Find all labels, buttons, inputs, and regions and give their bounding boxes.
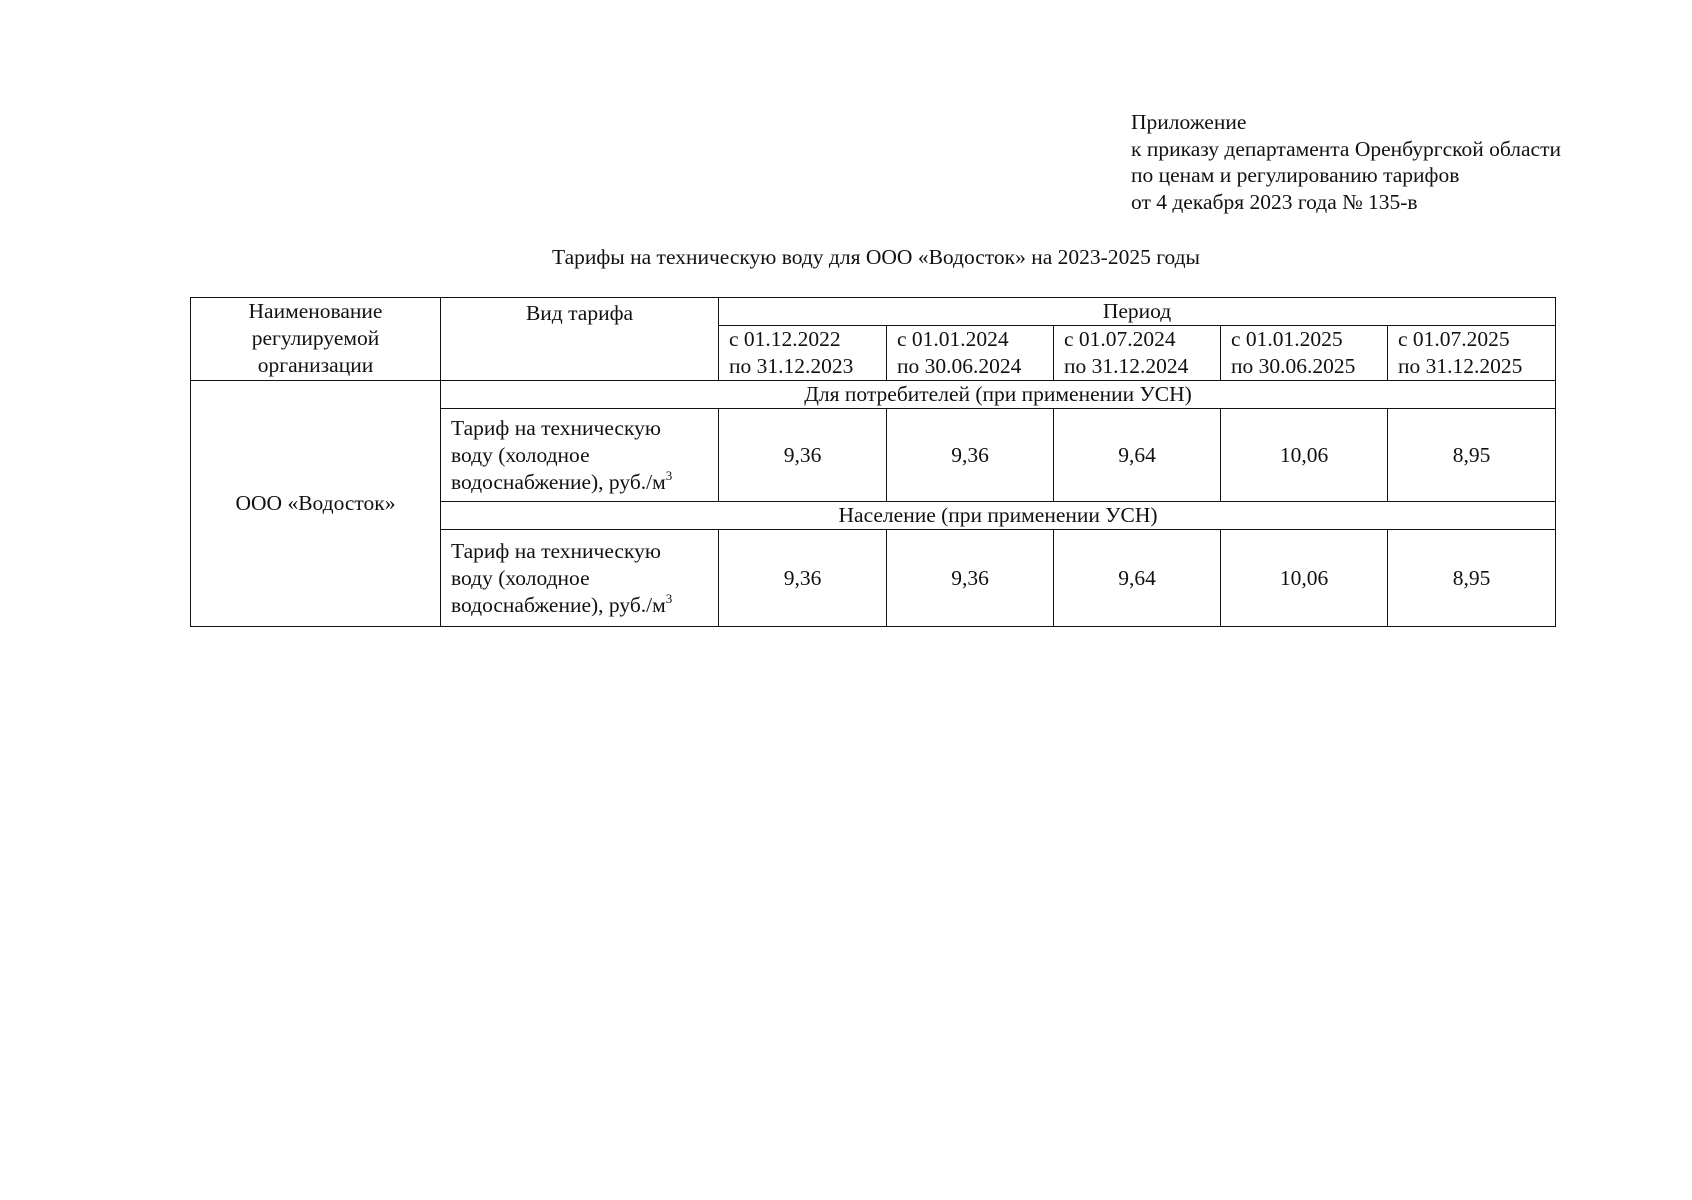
period-to: по 30.06.2025 <box>1231 354 1356 378</box>
period-from: с 01.01.2025 <box>1231 327 1343 351</box>
tariff-value: 10,06 <box>1221 409 1388 502</box>
tariff-value: 9,36 <box>887 409 1054 502</box>
header-period: Период <box>719 298 1556 326</box>
period-cell <box>887 326 1054 381</box>
period-cell <box>1054 326 1221 381</box>
tariff-type-line: воду (холодное <box>451 565 590 590</box>
tariff-type-line: Тариф на техническую <box>451 538 661 563</box>
tariff-value: 9,64 <box>1054 530 1221 627</box>
tariff-value: 10,06 <box>1221 530 1388 627</box>
tariff-value: 9,36 <box>719 530 887 627</box>
annex-line: к приказу департамента Оренбургской области <box>1131 136 1561 161</box>
period-cell <box>1221 326 1388 381</box>
period-to: по 31.12.2023 <box>729 354 854 378</box>
annex-line: от 4 декабря 2023 года № 135-в <box>1131 189 1418 214</box>
document-title: Тарифы на техническую воду для ООО «Водосток» на 2023-2025 годы <box>551 245 1200 269</box>
period-cell <box>1388 326 1556 381</box>
tariff-value: 8,95 <box>1388 530 1556 627</box>
tariff-type-cell <box>441 409 719 502</box>
tariff-value: 9,36 <box>887 530 1054 627</box>
period-to: по 30.06.2024 <box>897 354 1022 378</box>
unit-superscript: 3 <box>665 467 673 483</box>
tariff-type-line <box>451 469 718 496</box>
period-from: с 01.12.2022 <box>729 327 841 351</box>
tariff-value: 9,64 <box>1054 409 1221 502</box>
header-org-line: организации <box>257 353 374 377</box>
header-org-line: регулируемой <box>251 326 380 350</box>
tariff-value: 9,36 <box>719 409 887 502</box>
tariff-type-cell <box>441 530 719 627</box>
period-from: с 01.07.2025 <box>1398 327 1510 351</box>
tariff-type-line: воду (холодное <box>451 442 590 467</box>
header-row <box>191 298 1556 326</box>
tariff-unit: водоснабжение), руб./м <box>451 469 666 494</box>
tariff-type-line: Тариф на техническую <box>451 415 661 440</box>
tariff-type-line <box>451 592 718 619</box>
period-from: с 01.01.2024 <box>897 327 1009 351</box>
section-row <box>191 381 1556 409</box>
tariff-value: 8,95 <box>1388 409 1556 502</box>
period-to: по 31.12.2025 <box>1398 354 1523 378</box>
section-label: Население (при применении УСН) <box>441 502 1556 530</box>
header-org-line: Наименование <box>248 299 383 323</box>
period-from: с 01.07.2024 <box>1064 327 1176 351</box>
period-to: по 31.12.2024 <box>1064 354 1189 378</box>
annex-block <box>1131 109 1561 215</box>
organization-cell: ООО «Водосток» <box>191 381 441 627</box>
unit-superscript: 3 <box>665 590 673 606</box>
section-label: Для потребителей (при применении УСН) <box>441 381 1556 409</box>
header-org-cell <box>191 298 441 381</box>
annex-line: по ценам и регулированию тарифов <box>1131 163 1460 187</box>
tariff-table <box>190 297 1556 627</box>
header-tariff-type: Вид тарифа <box>441 298 719 381</box>
tariff-unit: водоснабжение), руб./м <box>451 592 666 617</box>
period-cell <box>719 326 887 381</box>
annex-line: Приложение <box>1131 110 1247 134</box>
